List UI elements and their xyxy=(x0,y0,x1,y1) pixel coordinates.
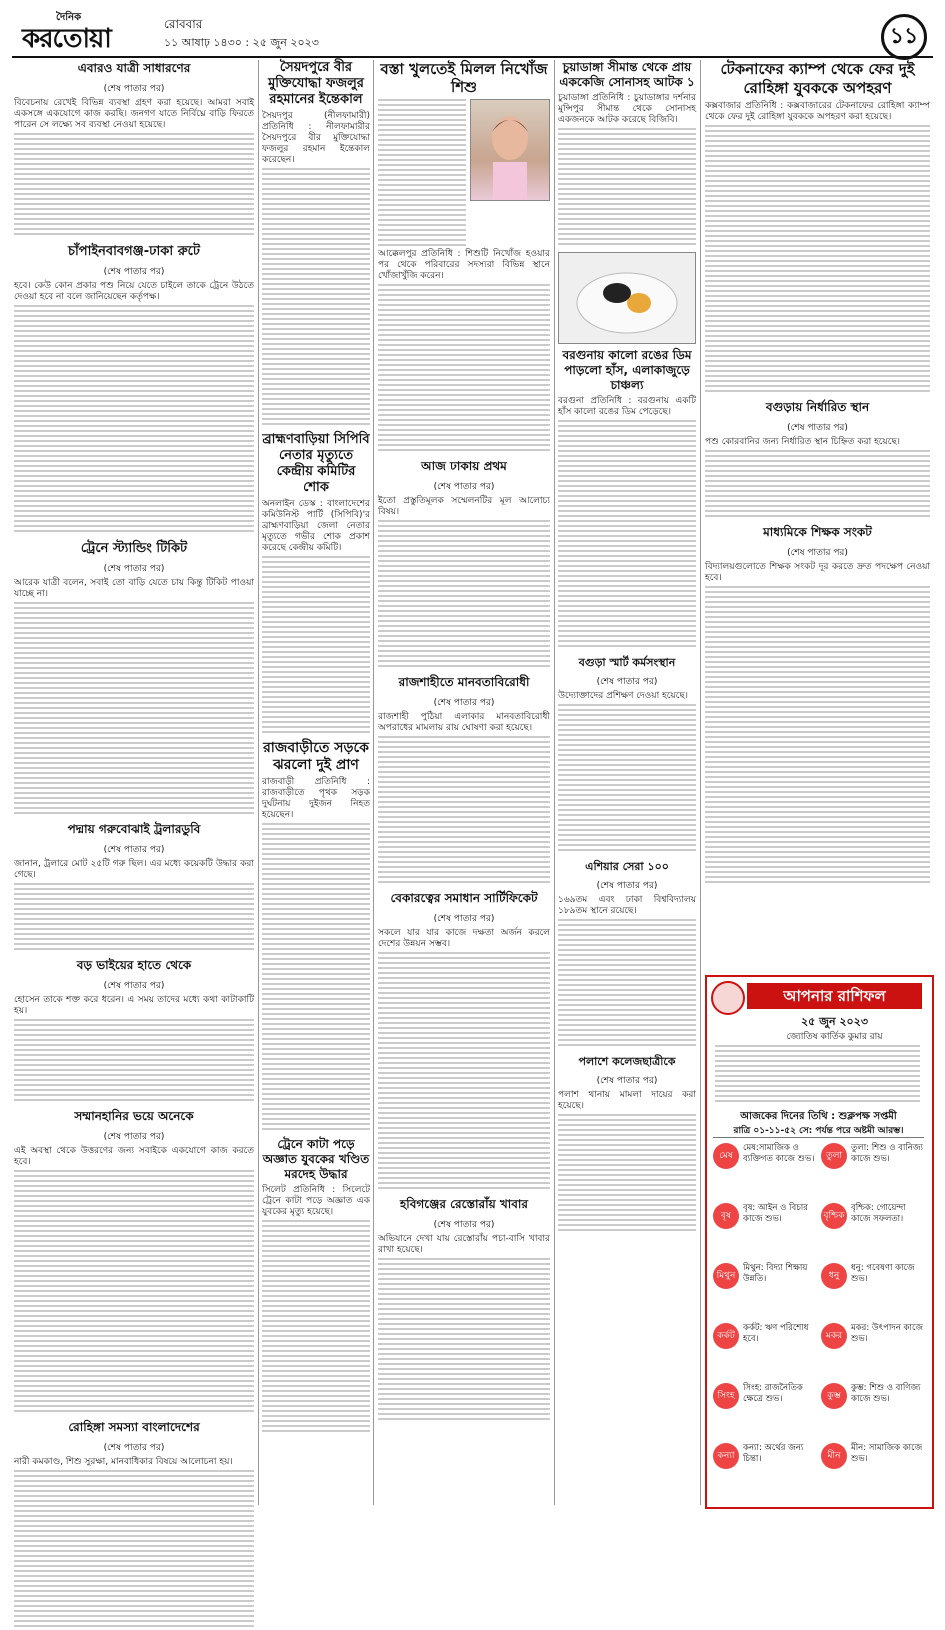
continued-note: (শেষ পাতার পর) xyxy=(596,677,658,687)
article-text-block xyxy=(262,556,370,736)
masthead xyxy=(12,12,933,52)
article-text-block xyxy=(14,133,254,238)
logo-title: করতোয়া xyxy=(22,24,111,54)
zodiac-sign-text: বৃষ: আইন ও বিচার কাজে শুভ। xyxy=(743,1203,808,1224)
zodiac-sign-icon: বৃশ্চিক xyxy=(821,1203,847,1229)
article-body: চুয়াডাঙ্গা প্রতিনিধি : চুয়াডাঙ্গার দর্শনার মুন্সিপুর সীমান্ত থেকে সোনাসহ একজনকে আটক করেছে বিজিবি। xyxy=(558,93,696,125)
logo-small-title: দৈনিক xyxy=(56,12,82,23)
headline: রোহিঙ্গা সমস্যা বাংলাদেশের xyxy=(68,1420,200,1434)
column-divider xyxy=(700,60,701,1505)
continued-note: (শেষ পাতার পর) xyxy=(596,881,658,891)
article-body: বরগুনা প্রতিনিধি : বরগুনায় একটি হাঁস কালো রঙের ডিম পেড়েছে। xyxy=(558,396,696,417)
article-body: আক্কেলপুর প্রতিনিধি : শিশুটি নিখোঁজ হওয়ার পর থেকে পরিবারের সদস্যরা বিভিন্ন স্থানে খোঁজাখুঁজি করেন। xyxy=(378,249,550,281)
continued-note: (শেষ পাতার পর) xyxy=(787,548,848,558)
headline: বগুড়ায় নির্ধারিত স্থান xyxy=(765,400,870,414)
article-body: উদ্যোক্তাদের প্রশিক্ষণ দেওয়া হয়েছে। xyxy=(558,691,689,701)
article-text-block xyxy=(262,168,370,428)
headline: মাধ্যমিকে শিক্ষক সংকট xyxy=(763,525,872,539)
headline: টেকনাফের ক্যাম্প থেকে ফের দুই রোহিঙ্গা যুবককে অপহরণ xyxy=(720,60,915,97)
tithi-heading: আজকের দিনের তিথি : শুক্লপক্ষ সপ্তমী xyxy=(740,1111,897,1122)
zodiac-sign-text: ধনু: গবেষণা কাজে শুভ। xyxy=(851,1263,915,1284)
headline: ব্রাহ্মণবাড়িয়া সিপিবি নেতার মৃত্যুতে কেন্দ্রীয় কমিটির শোক xyxy=(262,432,370,495)
continued-note: (শেষ পাতার পর) xyxy=(433,482,495,492)
article-body: হবে। কেউ কোন প্রকার পশু নিয়ে যেতে চাইলে তাকে ট্রেনে উঠতে দেওয়া হবে না বলে জানিয়েছেন কর্তৃপক্ষ। xyxy=(14,281,254,302)
horoscope-box xyxy=(705,975,934,1509)
headline: চুয়াডাঙ্গা সীমান্ত থেকে প্রায় এককেজি সোনাসহ আটক ১ xyxy=(559,60,695,89)
continued-note: (শেষ পাতার পর) xyxy=(596,1076,658,1086)
article-text-block xyxy=(705,125,930,395)
article-text-block xyxy=(14,883,254,953)
continued-note: (শেষ পাতার পর) xyxy=(433,914,495,924)
article-text-block xyxy=(558,128,696,248)
article-body: পশু কোরবানির জন্য নির্ধারিত স্থান চিহ্নিত করা হয়েছে। xyxy=(705,437,901,447)
continued-note: (শেষ পাতার পর) xyxy=(433,698,495,708)
article-body: জানান, ট্রলারে মোট ২৫টি গরু ছিল। এর মধ্যে কয়েকটি উদ্ধার করা গেছে। xyxy=(14,859,254,880)
headline: ট্রেনে কাটা পড়ে অজ্ঞাত যুবকের খণ্ডিত মরদেহ উদ্ধার xyxy=(262,1137,370,1181)
tithi-time: রাত্রি ০১-১১-৫২ সে: পর্যন্ত পরে অষ্টমী আরম্ভ। xyxy=(733,1126,904,1136)
article-text-block xyxy=(558,420,696,650)
headline: এশিয়ার সেরা ১০০ xyxy=(585,860,669,873)
headline: চাঁপাইনবাবগঞ্জ-ঢাকা রুটে xyxy=(68,244,200,259)
continued-note: (শেষ পাতার পর) xyxy=(103,564,165,574)
article-body: সিলেট প্রতিনিধি : সিলেটে ট্রেনে কাটা পড়ে অজ্ঞাত এক যুবকের মৃত্যু হয়েছে। xyxy=(262,1185,370,1217)
headline: বড় ভাইয়ের হাতে থেকে xyxy=(76,958,192,972)
zodiac-sign-icon: মেষ xyxy=(713,1143,739,1169)
headline: বরগুনায় কালো রঙের ডিম পাড়লো হাঁস, এলাকাজুড়ে চাঞ্চল্য xyxy=(562,348,692,392)
article-body: পলাশ থানায় মামলা দায়ের করা হয়েছে। xyxy=(558,1090,696,1111)
continued-note: (শেষ পাতার পর) xyxy=(103,1132,165,1142)
article-body: আরেক যাত্রী বলেন, সবাই তো বাড়ি যেতে চায় কিন্তু টিকিট পাওয়া যাচ্ছে না। xyxy=(14,578,254,599)
article-text-block xyxy=(378,736,550,886)
masthead-rule xyxy=(12,56,933,58)
child-photo-illustration xyxy=(471,100,549,200)
headline: রাজবাড়ীতে সড়কে ঝরলো দুই প্রাণ xyxy=(263,740,369,773)
article-body: নারী কমকাণ্ড, শিশু সুরক্ষা, মানবাধিকার বিষয়ে আলোচনা হয়। xyxy=(14,1457,233,1467)
newspaper-logo xyxy=(18,12,146,52)
zodiac-sign-text: বৃশ্চিক: গোয়েন্দা কাজে সফলতা। xyxy=(851,1203,906,1224)
column-4 xyxy=(558,60,696,1234)
article-text-block xyxy=(14,1470,254,1630)
article-with-photo xyxy=(378,99,550,249)
continued-note: (শেষ পাতার পর) xyxy=(103,845,165,855)
article-text-block xyxy=(378,520,550,670)
headline: এবারও যাত্রী সাধারণের xyxy=(77,61,191,75)
horoscope-title: আপনার রাশিফল xyxy=(747,983,922,1009)
zodiac-sign-icon: মিথুন xyxy=(713,1263,739,1289)
article-text-block xyxy=(558,919,696,1049)
article-text-block xyxy=(262,1220,370,1435)
zodiac-sign-text: কুম্ভ: শিশু ও বাণিজ্য কাজে শুভ। xyxy=(851,1383,921,1404)
headline: আজ ঢাকায় প্রথম xyxy=(421,459,507,473)
column-1 xyxy=(14,60,254,1630)
zodiac-sign-text: কর্কট: ঋণ পরিশোধ হবে। xyxy=(743,1323,809,1344)
headline: বেকারত্বের সমাধান সার্টিফিকেট xyxy=(390,891,538,905)
continued-note: (শেষ পাতার পর) xyxy=(103,267,165,277)
continued-note: (শেষ পাতার পর) xyxy=(103,84,165,94)
article-text-block xyxy=(14,1170,254,1415)
column-5 xyxy=(705,60,930,886)
horoscope-author: জ্যোতিষ কার্তিক কুমার রায় xyxy=(786,1032,883,1042)
article-text-block xyxy=(558,1114,696,1234)
article-body: ইতো প্রস্তুতিমূলক সম্মেলনটির মূল আলোচ্য বিষয়। xyxy=(378,496,550,517)
article-text-block xyxy=(558,704,696,854)
article-body: এই অবস্থা থেকে উত্তরণের জন্য সবাইকে একযোগে কাজ করতে হবে। xyxy=(14,1146,254,1167)
page-number: ১১ xyxy=(881,14,927,60)
headline: সম্মানহানির ভয়ে অনেকে xyxy=(74,1109,194,1123)
horoscope-date: ২৫ জুন ২০২৩ xyxy=(801,1015,868,1028)
zodiac-sign-text: সিংহ: রাজনৈতিক ক্ষেত্রে শুভ। xyxy=(743,1383,803,1404)
divider xyxy=(713,1137,924,1138)
egg-photo xyxy=(558,252,696,344)
zodiac-sign-text: কন্যা: অর্থের জন্য চিন্তা। xyxy=(743,1443,804,1464)
article-text-block xyxy=(378,284,550,454)
column-divider xyxy=(554,60,555,1505)
continued-note: (শেষ পাতার পর) xyxy=(103,1443,165,1453)
article-body: সকলে যার যার কাজে দক্ষতা অর্জন করলে দেশের উন্নয়ন সম্ভব। xyxy=(378,928,550,949)
zodiac-sign-icon: কর্কট xyxy=(713,1323,739,1349)
article-body: অভিযানে দেখা যায় রেস্তোরাঁয় পচা-বাসি খাবার রাখা হয়েছে। xyxy=(378,1234,550,1255)
article-body: ১৬৯তম এবং ঢাকা বিশ্ববিদ্যালয় ১৮৯তম স্থানে রয়েছে। xyxy=(558,895,696,916)
article-text-block xyxy=(705,586,930,886)
zodiac-sign-icon: বৃষ xyxy=(713,1203,739,1229)
zodiac-sign-icon: কুম্ভ xyxy=(821,1383,847,1409)
article-body: অনলাইন ডেস্ক : বাংলাদেশের কমিউনিস্ট পার্টি (সিপিবি)'র ব্রাহ্মণবাড়িয়া জেলা নেতার মৃত্যুতে গভীর শোক প্রকাশ করেছে কেন্দ্রীয় কমিটি। xyxy=(262,499,370,553)
headline: ট্রেনে স্ট্যান্ডিং টিকিট xyxy=(80,541,188,556)
column-2 xyxy=(262,60,370,1435)
egg-photo-illustration xyxy=(559,253,695,343)
zodiac-wheel-icon xyxy=(711,981,745,1015)
zodiac-sign-text: মিথুন: বিদ্যা শিক্ষায় উন্নতি। xyxy=(743,1263,808,1284)
zodiac-sign-text: তুলা: শিশু ও বানিজ্য কাজে শুভ। xyxy=(851,1143,923,1164)
headline: বস্তা খুলতেই মিলল নিখোঁজ শিশু xyxy=(380,60,548,96)
zodiac-sign-icon: মকর xyxy=(821,1323,847,1349)
horoscope-intro-text xyxy=(715,1045,920,1105)
headline: রাজশাহীতে মানবতাবিরোধী xyxy=(398,675,530,689)
column-3 xyxy=(378,60,550,1423)
article-body: বিদ্যালয়গুলোতে শিক্ষক সংকট দূর করতে দ্রুত পদক্ষেপ নেওয়া হবে। xyxy=(705,562,930,583)
article-body: রাজশাহী পুঠিয়া এলাকার মানবতাবিরোধী অপরাধের মামলায় রায় ঘোষণা করা হয়েছে। xyxy=(378,712,550,733)
zodiac-sign-icon: কন্যা xyxy=(713,1443,739,1469)
column-divider xyxy=(258,60,259,1505)
article-body: রাজবাড়ী প্রতিনিধি : রাজবাড়ীতে পৃথক সড়ক দুর্ঘটনায় দুইজন নিহত হয়েছেন। xyxy=(262,777,370,820)
continued-note: (শেষ পাতার পর) xyxy=(787,423,848,433)
zodiac-sign-icon: মীন xyxy=(821,1443,847,1469)
article-text-block xyxy=(705,450,930,520)
zodiac-sign-text: মেষ:সামাজিক ও ব্যক্তিগত কাজে শুভ। xyxy=(743,1143,815,1164)
zodiac-sign-text: মকর: উৎপাদন কাজে শুভ। xyxy=(851,1323,923,1344)
article-body: হোসেন তাকে শক্ত করে ধরেন। এ সময় তাদের মধ্যে কথা কাটাকাটি হয়। xyxy=(14,995,254,1016)
column-divider xyxy=(373,60,374,1505)
article-body: কক্সবাজার প্রতিনিধি : কক্সবাজারের টেকনাফের রোহিঙ্গা ক্যাম্প থেকে ফের দুই রোহিঙ্গা যুবককে অপহরণ করা হয়েছে। xyxy=(705,101,930,122)
zodiac-sign-text: মীন: সামাজিক কাজে শুভ। xyxy=(851,1443,923,1464)
zodiac-sign-icon: তুলা xyxy=(821,1143,847,1169)
headline: বগুড়া স্মার্ট কর্মসংস্থান xyxy=(578,656,676,669)
continued-note: (শেষ পাতার পর) xyxy=(433,1220,495,1230)
headline: সৈয়দপুরে বীর মুক্তিযোদ্ধা ফজলুর রহমানের ইন্তেকাল xyxy=(268,60,364,107)
continued-note: (শেষ পাতার পর) xyxy=(103,981,165,991)
article-text-block xyxy=(14,1019,254,1104)
article-text-block xyxy=(14,602,254,817)
issue-date: ১১ আষাঢ় ১৪৩০ : ২৫ জুন ২০২৩ xyxy=(164,36,319,49)
article-body: সৈয়দপুর (নীলফামারী) প্রতিনিধি : নীলফামারীর সৈয়দপুরে বীর মুক্তিযোদ্ধা ফজলুর রহমান ইন্তেকাল করেছেন। xyxy=(262,111,370,165)
headline: হবিগঞ্জের রেস্তোরাঁয় খাবার xyxy=(400,1197,528,1211)
headline: পলাশে কলেজছাত্রীকে xyxy=(578,1055,676,1068)
article-text-block xyxy=(378,99,466,249)
article-text-block xyxy=(262,823,370,1133)
headline: পদ্মায় গরুবোঝাই ট্রলারডুবি xyxy=(67,822,201,836)
article-text-block xyxy=(378,952,550,1192)
issue-day: রোববার xyxy=(164,17,203,31)
child-photo xyxy=(470,99,550,201)
article-text-block xyxy=(378,1258,550,1423)
article-body: বিবেচনায় রেখেই বিভিন্ন ব্যবস্থা গ্রহণ করা হয়েছে। আমরা সবাই একসঙ্গে একযোগে কাজ করছি। জনগণ যাতে নির্বিঘ্নে বাড়ি ফিরতে পারেন সে লক্ষ্যে সব ব্যবস্থা নেওয়া হয়েছে। xyxy=(14,98,254,130)
article-text-block xyxy=(14,305,254,535)
zodiac-sign-icon: ধনু xyxy=(821,1263,847,1289)
zodiac-sign-icon: সিংহ xyxy=(713,1383,739,1409)
